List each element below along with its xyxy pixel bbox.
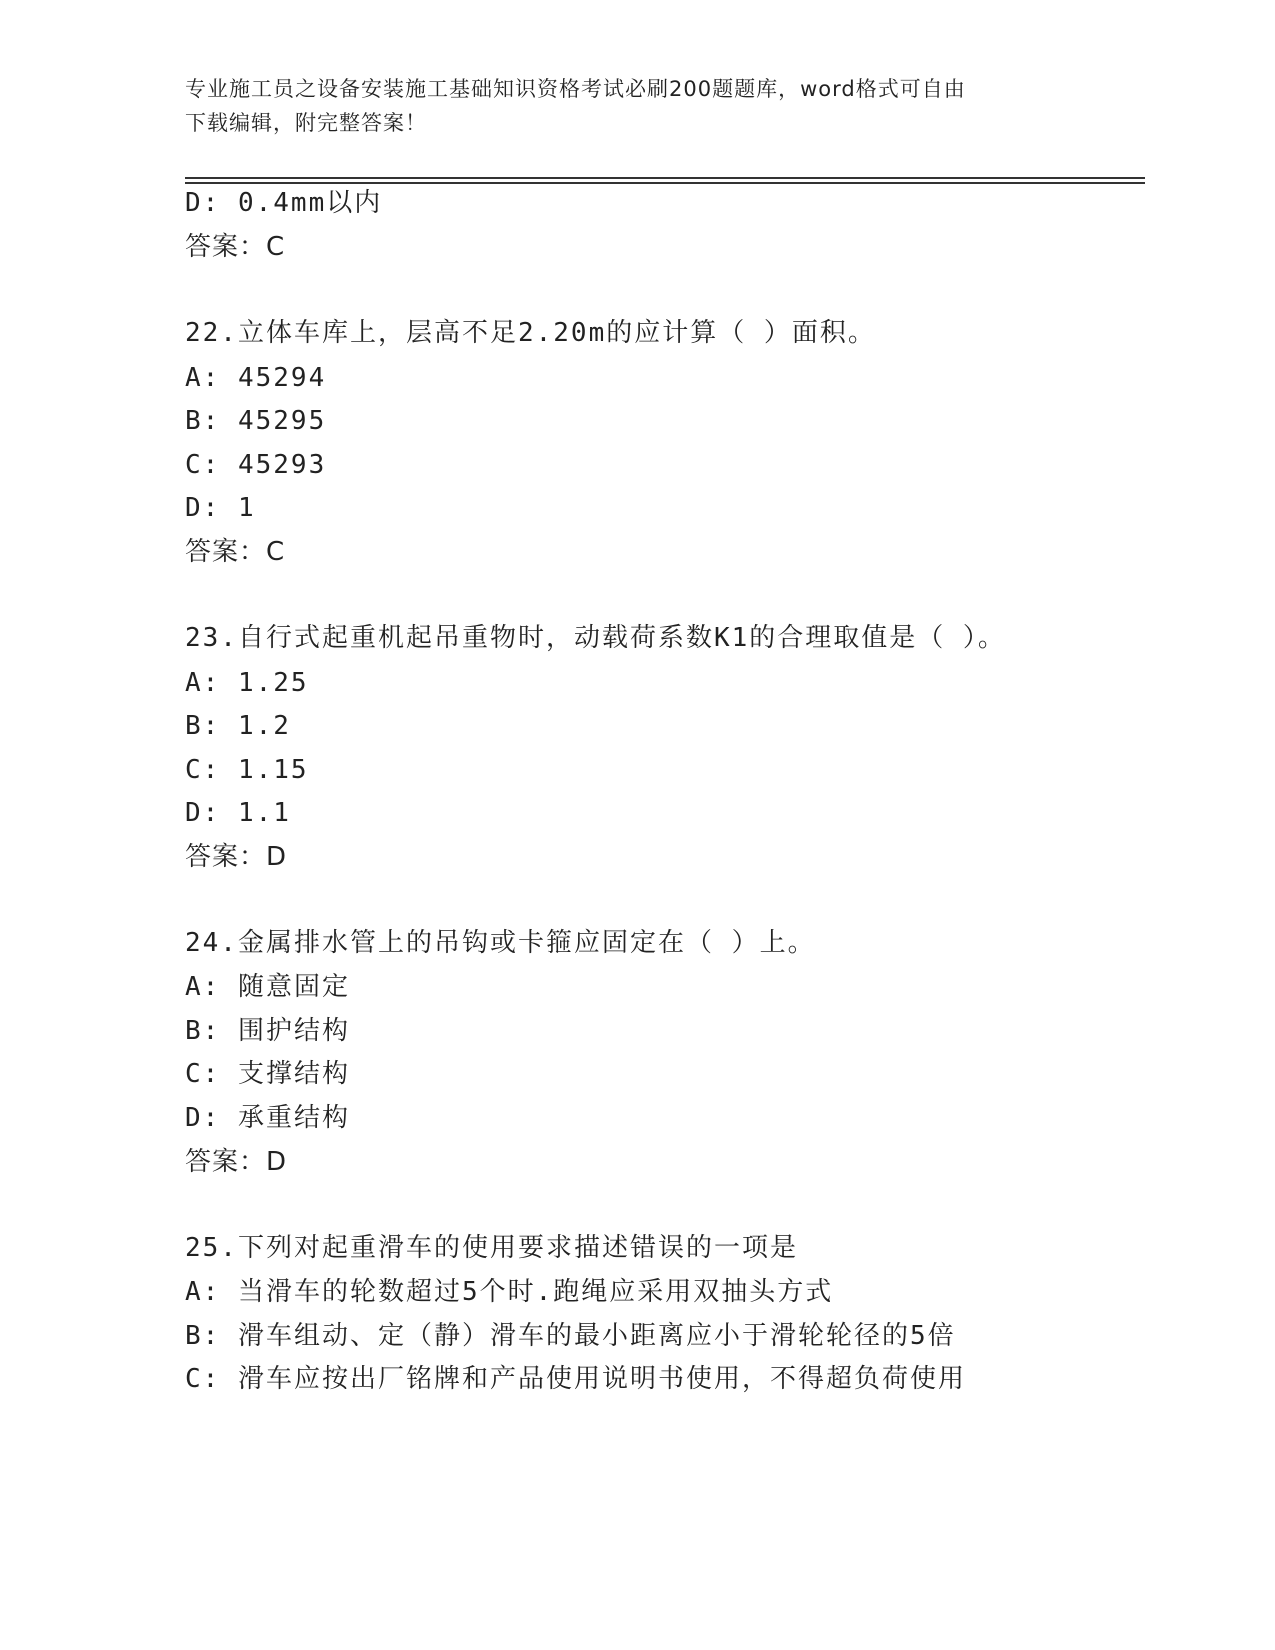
q22-question: 22.立体车库上，层高不足2.20m的应计算（ ）面积。 xyxy=(185,318,876,348)
q23-question: 23.自行式起重机起吊重物时，动载荷系数K1的合理取值是（ ）。 xyxy=(185,623,1006,653)
q25-option-c: C: 滑车应按出厂铭牌和产品使用说明书使用，不得超负荷使用 xyxy=(185,1364,966,1394)
q23-option-b: B: 1.2 xyxy=(185,711,291,741)
q22-option-a: A: 45294 xyxy=(185,363,327,393)
q24-option-d: D: 承重结构 xyxy=(185,1103,350,1133)
header-title-line-2: 下载编辑，附完整答案！ xyxy=(185,111,427,135)
q23-answer: 答案：D xyxy=(185,842,288,872)
q24-answer: 答案：D xyxy=(185,1147,288,1177)
q22-option-d: D: 1 xyxy=(185,493,256,523)
q24-option-c: C: 支撑结构 xyxy=(185,1059,350,1089)
q22-answer: 答案：C xyxy=(185,537,286,567)
q25-option-b: B: 滑车组动、定（静）滑车的最小距离应小于滑轮轮径的5倍 xyxy=(185,1321,956,1351)
q23-option-c: C: 1.15 xyxy=(185,755,309,785)
q22-option-c: C: 45293 xyxy=(185,450,327,480)
q25-question: 25.下列对起重滑车的使用要求描述错误的一项是 xyxy=(185,1233,798,1263)
header-title-line-1: 专业施工员之设备安装施工基础知识资格考试必刷200题题库，word格式可自由 xyxy=(185,77,966,101)
document-header xyxy=(185,72,1085,140)
prev-answer: 答案：C xyxy=(185,232,286,262)
q23-option-a: A: 1.25 xyxy=(185,668,309,698)
header-rule-top xyxy=(185,177,1145,179)
q25-option-a: A: 当滑车的轮数超过5个时.跑绳应采用双抽头方式 xyxy=(185,1277,834,1307)
q23-option-d: D: 1.1 xyxy=(185,798,291,828)
prev-option-d: D: 0.4mm以内 xyxy=(185,188,383,218)
q22-option-b: B: 45295 xyxy=(185,406,327,436)
q24-option-b: B: 围护结构 xyxy=(185,1016,350,1046)
q24-question: 24.金属排水管上的吊钩或卡箍应固定在（ ）上。 xyxy=(185,928,816,958)
header-rule-bottom xyxy=(185,182,1145,184)
q24-option-a: A: 随意固定 xyxy=(185,972,350,1002)
